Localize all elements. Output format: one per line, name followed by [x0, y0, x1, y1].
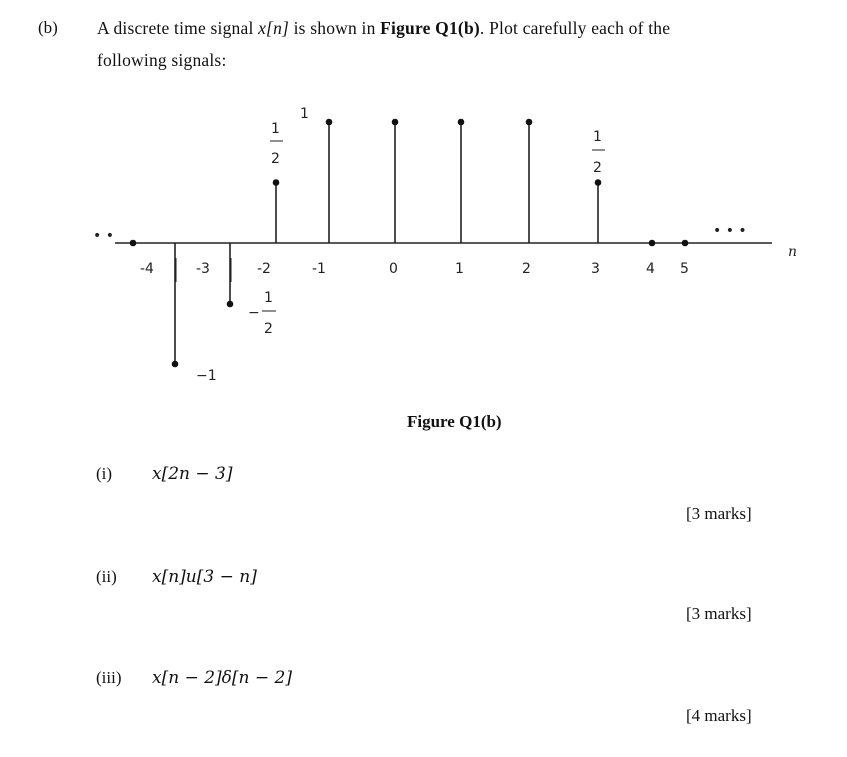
question-expr-iii: x[n − 2]δ[n − 2] — [152, 668, 292, 688]
stem-point-n2 — [526, 119, 533, 126]
intro-text-3: . Plot carefully each of the — [479, 18, 671, 38]
question-expr-ii: x[n]u[3 − n] — [152, 567, 257, 587]
stem-point-n3 — [595, 179, 602, 186]
stem-point-n1 — [458, 119, 465, 126]
minus-half-num: 1 — [264, 290, 273, 306]
half-num-right: 1 — [593, 129, 602, 145]
question-expr-i: x[2n − 3] — [152, 464, 233, 484]
fraction-half-n-minus-2 — [270, 121, 283, 167]
marks-iii: [4 marks] — [686, 706, 752, 725]
tick-label-2: 2 — [522, 261, 531, 277]
stem-point-n-5 — [130, 240, 137, 247]
stem-point-n0 — [392, 119, 399, 126]
stem-point-n-4 — [172, 361, 179, 368]
intro-figure-ref: Figure Q1(b) — [380, 18, 480, 38]
tick-label-0: 0 — [389, 261, 398, 277]
question-intro-line2: following signals: — [97, 50, 227, 70]
minus-half-sign: − — [248, 305, 260, 321]
marks-ii: [3 marks] — [686, 604, 752, 623]
stem-point-n-1 — [326, 119, 333, 126]
fraction-half-n-3 — [592, 129, 605, 176]
intro-signal: x[n] — [258, 18, 290, 38]
intro-text-2: is shown in — [289, 18, 381, 38]
figure-caption: Figure Q1(b) — [407, 412, 502, 431]
question-number-iii: (iii) — [96, 668, 122, 687]
part-label: (b) — [38, 18, 58, 37]
half-den-right: 2 — [593, 160, 602, 176]
half-den-left: 2 — [271, 151, 280, 167]
value-label-minus-one: −1 — [196, 368, 217, 384]
fraction-minus-half — [248, 290, 276, 337]
tick-label-1: 1 — [455, 261, 464, 277]
tick-label-minus-4: -4 — [140, 261, 154, 277]
tick-label-minus-3: -3 — [196, 261, 210, 277]
question-number-i: (i) — [96, 464, 113, 483]
stem-point-n-2 — [273, 179, 280, 186]
axis-label-n: n — [788, 244, 798, 260]
intro-text-1: A discrete time signal — [97, 18, 259, 38]
tick-label-3: 3 — [591, 261, 600, 277]
tick-label-5: 5 — [680, 261, 689, 277]
tick-label-minus-1: -1 — [312, 261, 326, 277]
ellipsis-right: • • • — [713, 223, 747, 239]
marks-i: [3 marks] — [686, 504, 752, 523]
stem-point-n5 — [682, 240, 689, 247]
stem-point-n-3 — [227, 301, 234, 308]
half-num-left: 1 — [271, 121, 280, 137]
stem-point-n4 — [649, 240, 656, 247]
tick-label-4: 4 — [646, 261, 655, 277]
tick-label-minus-2: -2 — [257, 261, 271, 277]
value-label-one: 1 — [300, 106, 309, 122]
question-number-ii: (ii) — [96, 567, 117, 586]
minus-half-den: 2 — [264, 321, 273, 337]
ellipsis-left: • • — [93, 228, 114, 244]
